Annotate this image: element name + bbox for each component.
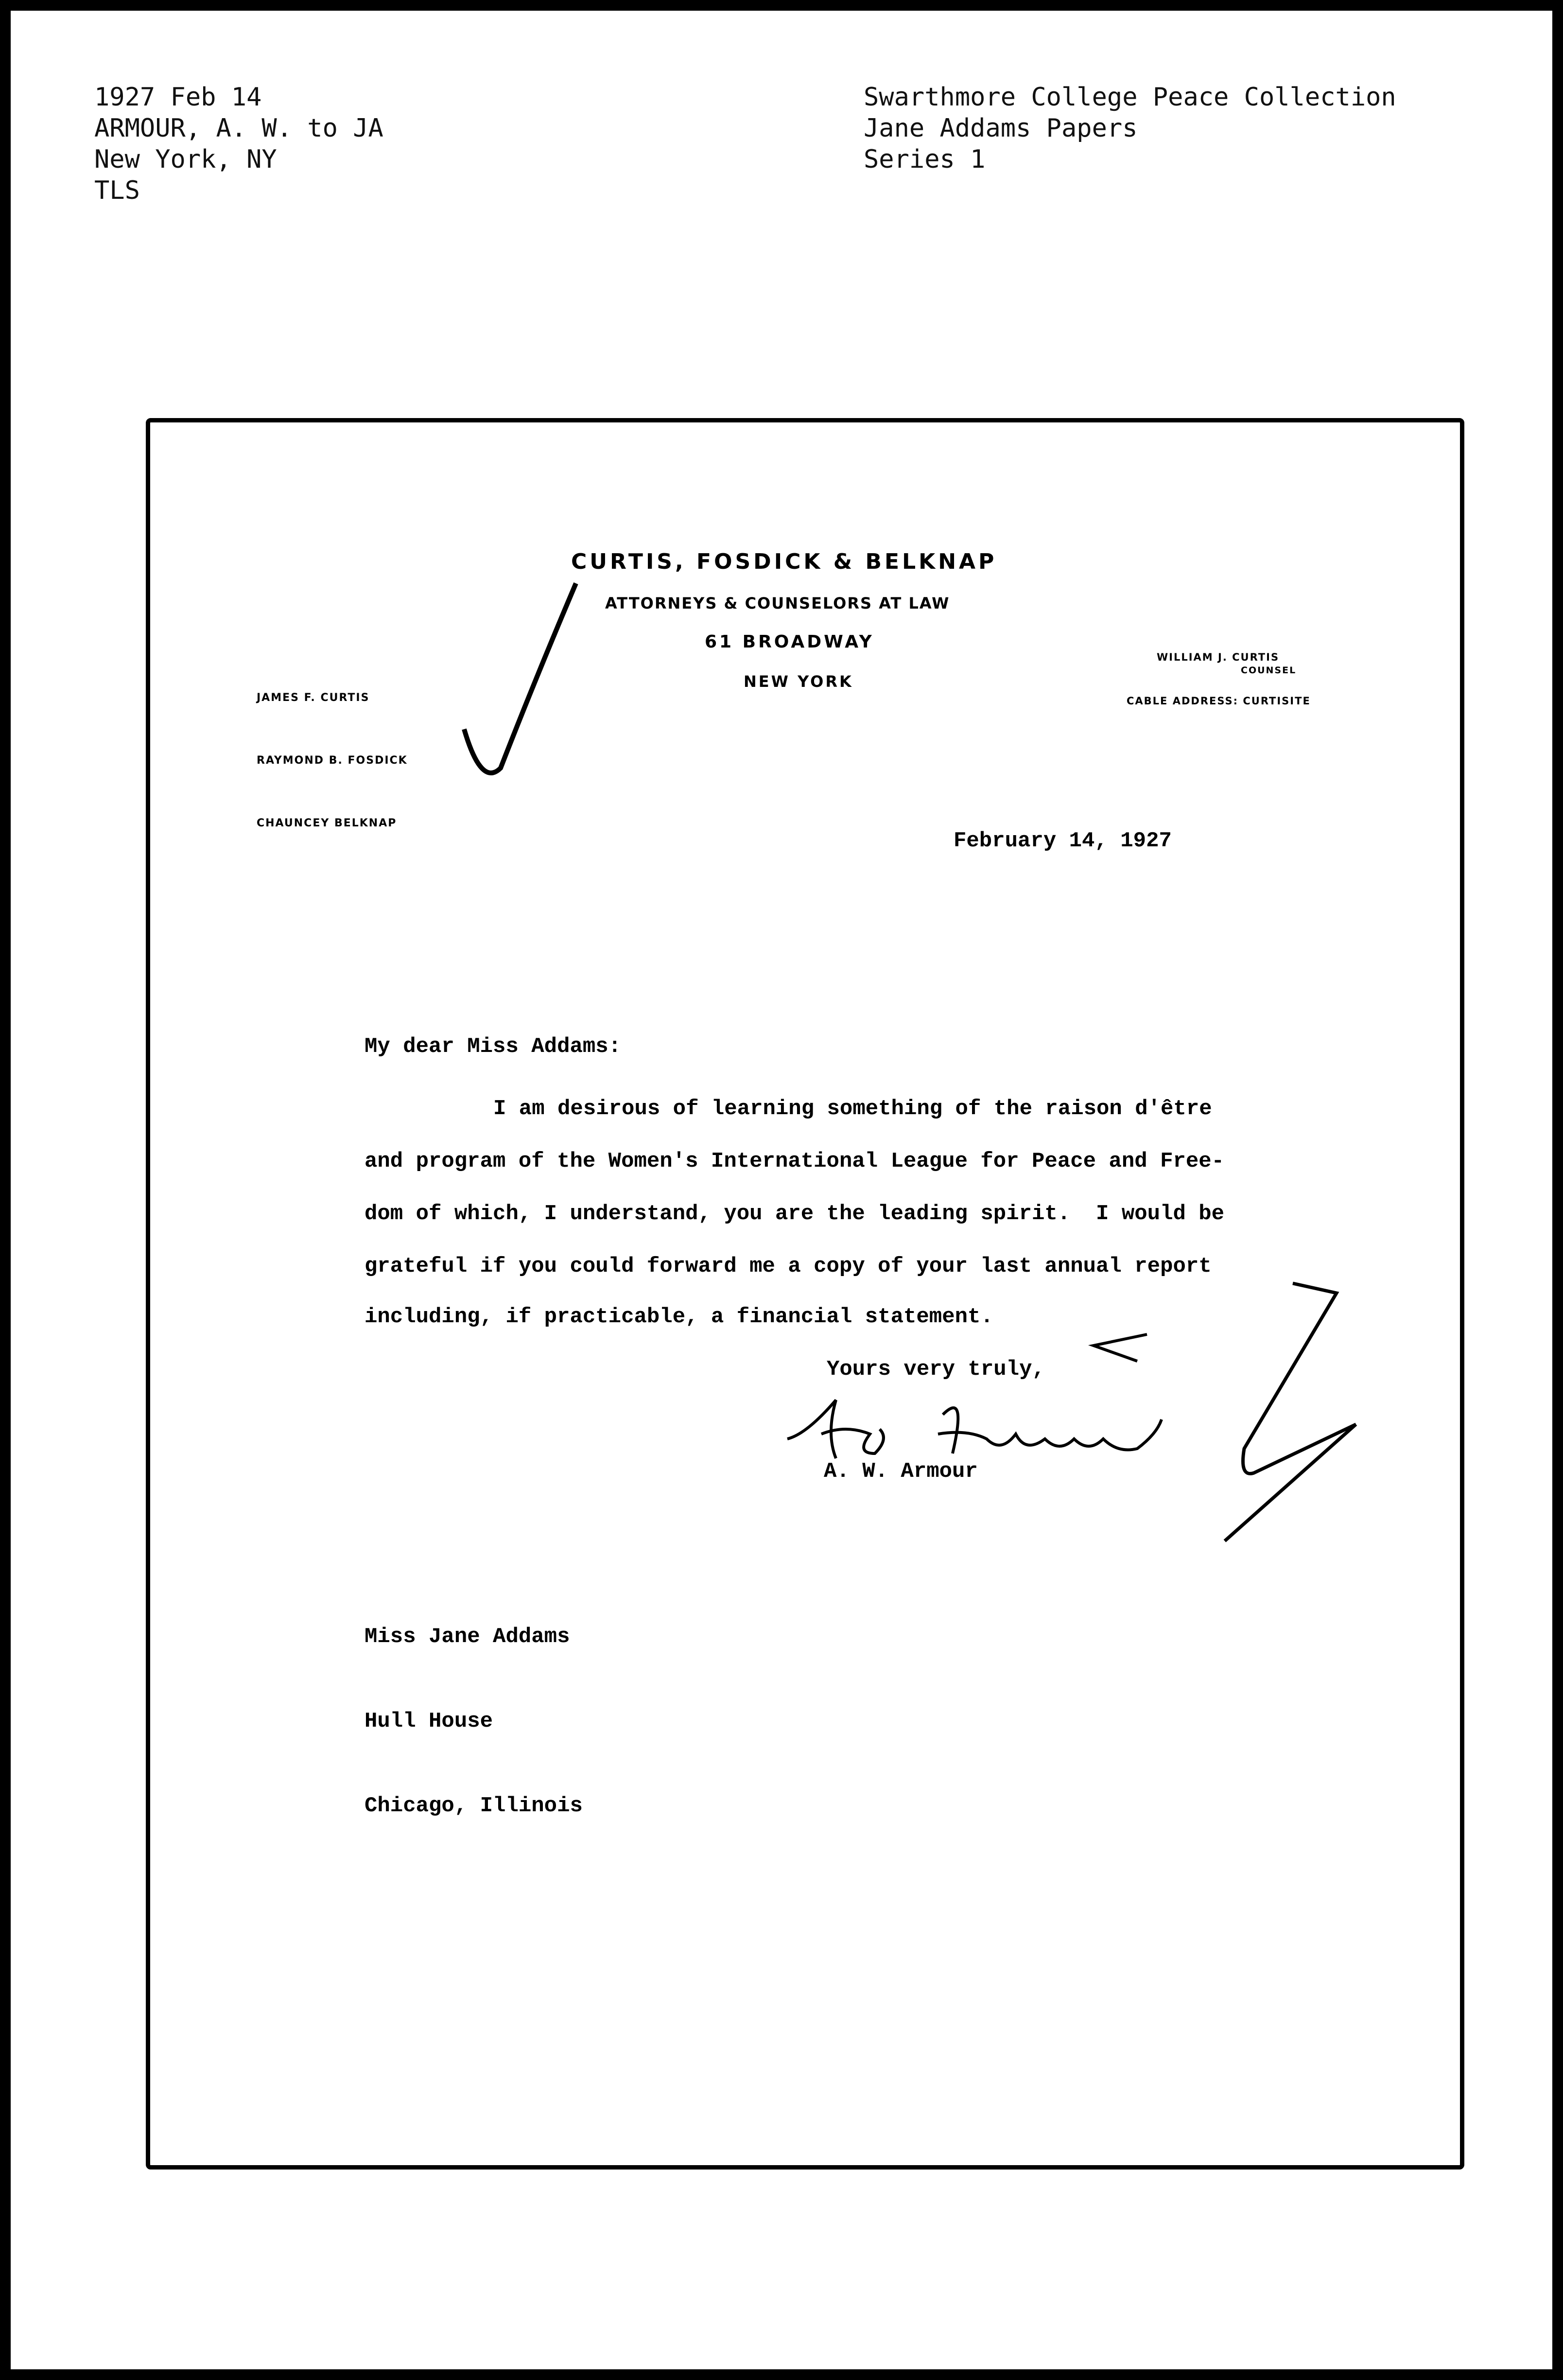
partner: RAYMOND B. FOSDICK	[257, 754, 408, 767]
firm-subtitle: ATTORNEYS & COUNSELORS AT LAW	[605, 594, 950, 612]
check-mark-right	[1225, 1283, 1356, 1541]
body-line: I am desirous of learning something of the raison d'être	[493, 1097, 1212, 1121]
cable-address: CABLE ADDRESS: CURTISITE	[1127, 695, 1311, 707]
partner: JAMES F. CURTIS	[257, 692, 370, 704]
letter-date: February 14, 1927	[954, 829, 1172, 853]
catalog-correspondents: ARMOUR, A. W. to JA	[94, 114, 383, 143]
catalog-date: 1927 Feb 14	[94, 83, 262, 112]
arrow-mark	[1094, 1334, 1147, 1361]
catalog-collection: Swarthmore College Peace Collection	[864, 83, 1396, 112]
catalog-place: New York, NY	[94, 145, 277, 174]
firm-name: CURTIS, FOSDICK & BELKNAP	[571, 549, 997, 574]
catalog-papers: Jane Addams Papers	[864, 114, 1138, 143]
checkmark-icon	[464, 583, 576, 773]
signer-name: A. W. Armour	[824, 1459, 978, 1484]
partner: CHAUNCEY BELKNAP	[257, 817, 397, 829]
counsel-title: COUNSEL	[1241, 665, 1297, 676]
body-line: and program of the Women's International League for Peace and Free-	[365, 1149, 1225, 1173]
body-line: including, if practicable, a financial statement.	[365, 1305, 993, 1329]
body-line: dom of which, I understand, you are the leading spirit. I would be	[365, 1202, 1225, 1226]
firm-city: NEW YORK	[744, 672, 853, 691]
catalog-series: Series 1	[864, 145, 986, 174]
closing: Yours very truly,	[827, 1357, 1045, 1382]
recipient-line: Miss Jane Addams	[365, 1625, 570, 1649]
catalog-type: TLS	[94, 176, 140, 205]
counsel-name: WILLIAM J. CURTIS	[1157, 651, 1280, 663]
salutation: My dear Miss Addams:	[365, 1034, 622, 1059]
firm-address: 61 BROADWAY	[705, 632, 874, 652]
recipient-line: Chicago, Illinois	[365, 1794, 583, 1818]
signature-mark	[787, 1400, 1162, 1458]
recipient-line: Hull House	[365, 1709, 493, 1733]
body-line: grateful if you could forward me a copy of your last annual report	[365, 1254, 1212, 1278]
